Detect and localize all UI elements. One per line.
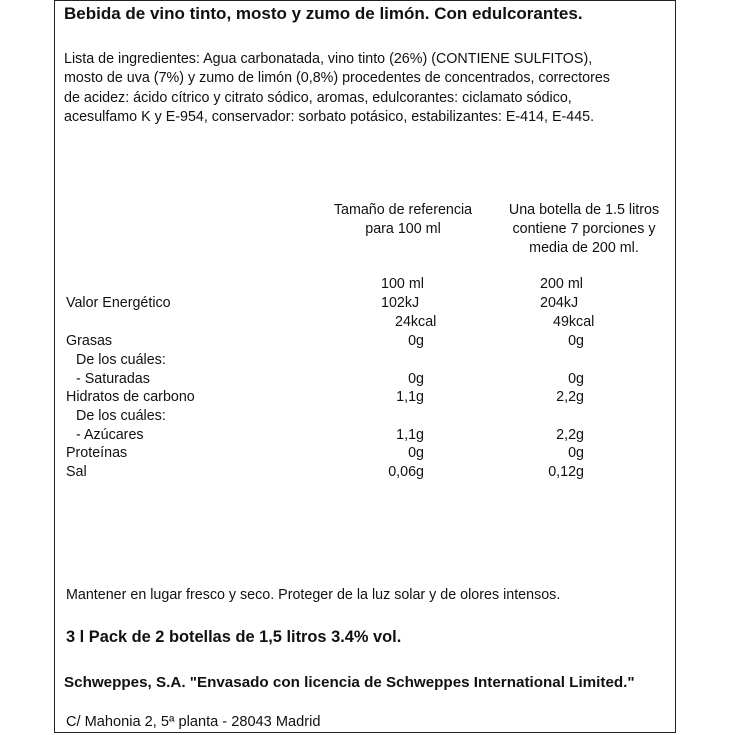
nutrient-col2-salt: 0,12g (548, 464, 584, 480)
col2-header-line1: Una botella de 1.5 litros (508, 202, 660, 218)
nutrient-label-fat: Grasas (66, 333, 113, 349)
col1-header-line1: Tamaño de referencia (333, 202, 473, 218)
nutrient-col1-saturated: 0g (408, 371, 424, 387)
nutrient-label-salt: Sal (66, 464, 87, 480)
nutrient-label-of-which-1: De los cuáles: (76, 352, 166, 368)
energy-col1-kj: 102kJ (381, 295, 420, 311)
nutrient-col1-protein: 0g (408, 445, 424, 461)
company-name: Schweppes, S.A. "Envasado con licencia de Schweppes International Limited." (64, 674, 635, 691)
nutrient-col2-fat: 0g (568, 333, 584, 349)
col2-header-line3: media de 200 ml. (529, 240, 639, 256)
nutrient-col2-carbs: 2,2g (556, 389, 584, 405)
nutrient-label-carbs: Hidratos de carbono (66, 389, 195, 405)
nutrient-col1-sugars: 1,1g (396, 427, 424, 443)
pack-info: 3 l Pack de 2 botellas de 1,5 litros 3.4% vol. (66, 628, 402, 646)
ingredients-list: Lista de ingredientes: Agua carbonatada, vino tinto (26%) (CONTIENE SULFITOS), mosto de uva (7%) y zumo de limón (0,8%) procedentes de concentrados, correctores de acidez: ácido cítrico y citrato sódico, aromas, edulcorantes: ciclamato sódico, acesulfamo K y E-954, conservador: sorbato potásico, estabilizantes: E-414, E-445. (64, 51, 610, 126)
nutrient-col2-sugars: 2,2g (556, 427, 584, 443)
energy-col1-kcal: 24kcal (395, 314, 437, 330)
col2-header-line2: contiene 7 porciones y (512, 221, 656, 237)
col1-header-line2: para 100 ml (365, 221, 441, 237)
nutrient-col1-carbs: 1,1g (396, 389, 424, 405)
nutrient-col2-protein: 0g (568, 445, 584, 461)
nutrient-label-saturated: - Saturadas (76, 371, 150, 387)
energy-label: Valor Energético (66, 295, 171, 311)
nutrient-col1-salt: 0,06g (388, 464, 424, 480)
storage-instructions: Mantener en lugar fresco y seco. Proteger de la luz solar y de olores intensos. (66, 587, 561, 603)
nutrient-col1-fat: 0g (408, 333, 424, 349)
product-title: Bebida de vino tinto, mosto y zumo de limón. Con edulcorantes. (64, 4, 583, 23)
company-address: C/ Mahonia 2, 5ª planta - 28043 Madrid (66, 714, 321, 730)
col2-unit: 200 ml (540, 276, 583, 292)
col1-unit: 100 ml (381, 276, 424, 292)
energy-col2-kj: 204kJ (540, 295, 579, 311)
nutrient-label-of-which-2: De los cuáles: (76, 408, 166, 424)
energy-col2-kcal: 49kcal (553, 314, 595, 330)
nutrient-col2-saturated: 0g (568, 371, 584, 387)
nutrient-label-sugars: - Azúcares (76, 427, 144, 443)
nutrient-label-protein: Proteínas (66, 445, 128, 461)
